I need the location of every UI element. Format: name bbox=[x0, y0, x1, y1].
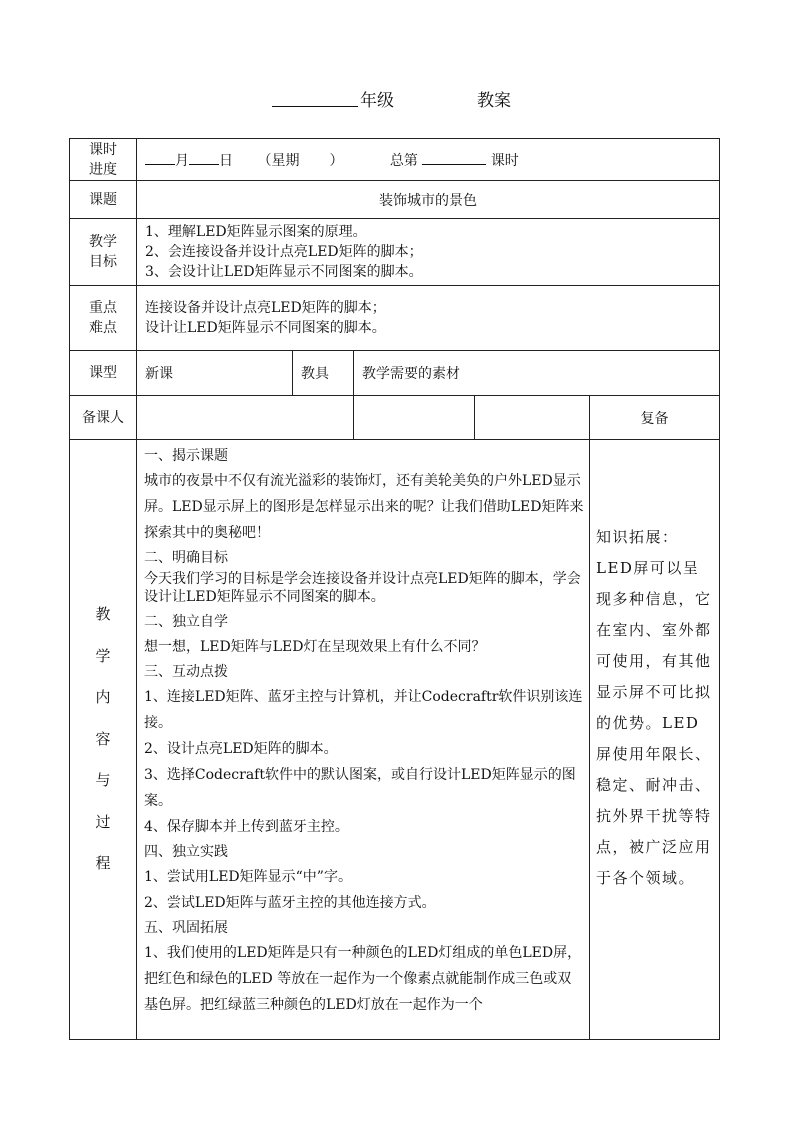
lesson-time-cell bbox=[137, 139, 720, 181]
topic-value: 装饰城市的景色 bbox=[137, 181, 720, 219]
paragraph: 城市的夜景中不仅有流光溢彩的装饰灯，还有美轮美奂的户外LED显示屏。LED显示屏上的图形是怎样显示出来的呢？让我们借助LED矩阵来探索其中的奥秘吧！ bbox=[144, 473, 584, 541]
section-heading: 二、明确目标 bbox=[144, 550, 228, 566]
goals-label-text: 教学 目标 bbox=[89, 234, 117, 270]
label-char: 教 bbox=[95, 605, 111, 624]
teaching-tools-label: 教具 bbox=[293, 351, 354, 396]
row-preparer bbox=[70, 396, 720, 440]
content-process-label bbox=[70, 440, 137, 1040]
paragraph: 1、我们使用的LED矩阵是只有一种颜色的LED灯组成的单色LED屏，把红色和绿色的LED 等放在一起作为一个像素点就能制作成三色或双基色屏。把红绿蓝三种颜色的LED灯放在一起作为一个 bbox=[144, 945, 582, 1013]
knowledge-extension bbox=[590, 440, 720, 1040]
knowledge-extension-title: 知识拓展： bbox=[596, 528, 679, 546]
month-label: 月 bbox=[175, 152, 189, 169]
preparer-cell-3[interactable] bbox=[475, 396, 590, 440]
key-points-label bbox=[70, 286, 137, 351]
weekday-close-label: ） bbox=[329, 152, 344, 169]
row-key-points bbox=[70, 286, 720, 351]
day-label: 日 bbox=[219, 152, 233, 169]
total-blank[interactable] bbox=[422, 150, 486, 165]
label-char: 过 bbox=[95, 812, 111, 831]
review-label: 复备 bbox=[590, 396, 720, 440]
label-char: 程 bbox=[95, 854, 111, 873]
month-blank[interactable] bbox=[145, 150, 175, 165]
paragraph: 今天我们学习的目标是学会连接设备并设计点亮LED矩阵的脚本，学会设计让LED矩阵显示不同图案的脚本。 bbox=[144, 571, 581, 605]
list-item: 1、尝试用LED矩阵显示“中”字。 bbox=[144, 869, 352, 885]
lesson-time-label-text: 课时 进度 bbox=[89, 141, 117, 178]
goals-list bbox=[137, 219, 720, 286]
lesson-plan-table bbox=[69, 138, 720, 1040]
row-lesson-time bbox=[70, 139, 720, 181]
content-body bbox=[137, 440, 590, 1040]
lesson-plan-label: 教案 bbox=[477, 91, 511, 111]
row-lesson-type bbox=[70, 351, 720, 396]
section-heading: 三、互动点拨 bbox=[144, 664, 228, 680]
lesson-type-value: 新课 bbox=[137, 351, 293, 396]
preparer-cell-1[interactable] bbox=[137, 396, 354, 440]
key-point-item: 设计让LED矩阵显示不同图案的脚本。 bbox=[145, 320, 386, 336]
weekday-open-label: （星期 bbox=[257, 152, 300, 169]
label-char: 内 bbox=[95, 688, 111, 707]
section-heading: 二、独立自学 bbox=[144, 614, 228, 630]
grade-label: 年级 bbox=[360, 91, 394, 111]
list-item: 1、连接LED矩阵、蓝牙主控与计算机，并让Codecraftr软件识别该连接。 bbox=[144, 689, 583, 731]
key-point-item: 连接设备并设计点亮LED矩阵的脚本； bbox=[145, 300, 386, 316]
label-char: 容 bbox=[95, 729, 111, 748]
row-content bbox=[70, 440, 720, 1040]
lesson-type-label: 课型 bbox=[70, 351, 137, 396]
key-points-label-text: 重点 难点 bbox=[89, 300, 117, 336]
goals-label bbox=[70, 219, 137, 286]
section-heading: 一、揭示课题 bbox=[144, 448, 228, 464]
list-item: 2、设计点亮LED矩阵的脚本。 bbox=[144, 741, 338, 757]
total-suffix-label: 课时 bbox=[490, 152, 519, 169]
topic-label: 课题 bbox=[70, 181, 137, 219]
lesson-time-label bbox=[70, 139, 137, 181]
preparer-label: 备课人 bbox=[70, 396, 137, 440]
goal-item: 3、会设计让LED矩阵显示不同图案的脚本。 bbox=[145, 264, 423, 280]
paragraph: 想一想，LED矩阵与LED灯在呈现效果上有什么不同？ bbox=[144, 639, 486, 655]
list-item: 3、选择Codecraft软件中的默认图案，或自行设计LED矩阵显示的图案。 bbox=[144, 767, 576, 809]
page-title bbox=[0, 86, 794, 110]
section-heading: 五、巩固拓展 bbox=[144, 920, 228, 936]
preparer-cell-2[interactable] bbox=[354, 396, 475, 440]
label-char: 与 bbox=[95, 771, 111, 790]
grade-blank-line[interactable] bbox=[272, 106, 358, 107]
goal-item: 2、会连接设备并设计点亮LED矩阵的脚本； bbox=[145, 244, 423, 260]
knowledge-extension-body: LED屏可以呈现多种信息，它在室内、室外都可使用，有其他显示屏不可比拟的优势。LED屏使用年限长、稳定、耐冲击、抗外界干扰等特点，被广泛应用于各个领域。 bbox=[596, 559, 712, 887]
teaching-tools-value: 教学需要的素材 bbox=[354, 351, 720, 396]
row-topic bbox=[70, 181, 720, 219]
list-item: 4、保存脚本并上传到蓝牙主控。 bbox=[144, 819, 349, 835]
label-char: 学 bbox=[95, 646, 111, 665]
row-goals bbox=[70, 219, 720, 286]
section-heading: 四、独立实践 bbox=[144, 844, 228, 860]
total-prefix-label: 总第 bbox=[389, 152, 418, 169]
day-blank[interactable] bbox=[189, 150, 219, 165]
goal-item: 1、理解LED矩阵显示图案的原理。 bbox=[145, 224, 367, 240]
key-points-list bbox=[137, 286, 720, 351]
list-item: 2、尝试LED矩阵与蓝牙主控的其他连接方式。 bbox=[144, 895, 436, 911]
